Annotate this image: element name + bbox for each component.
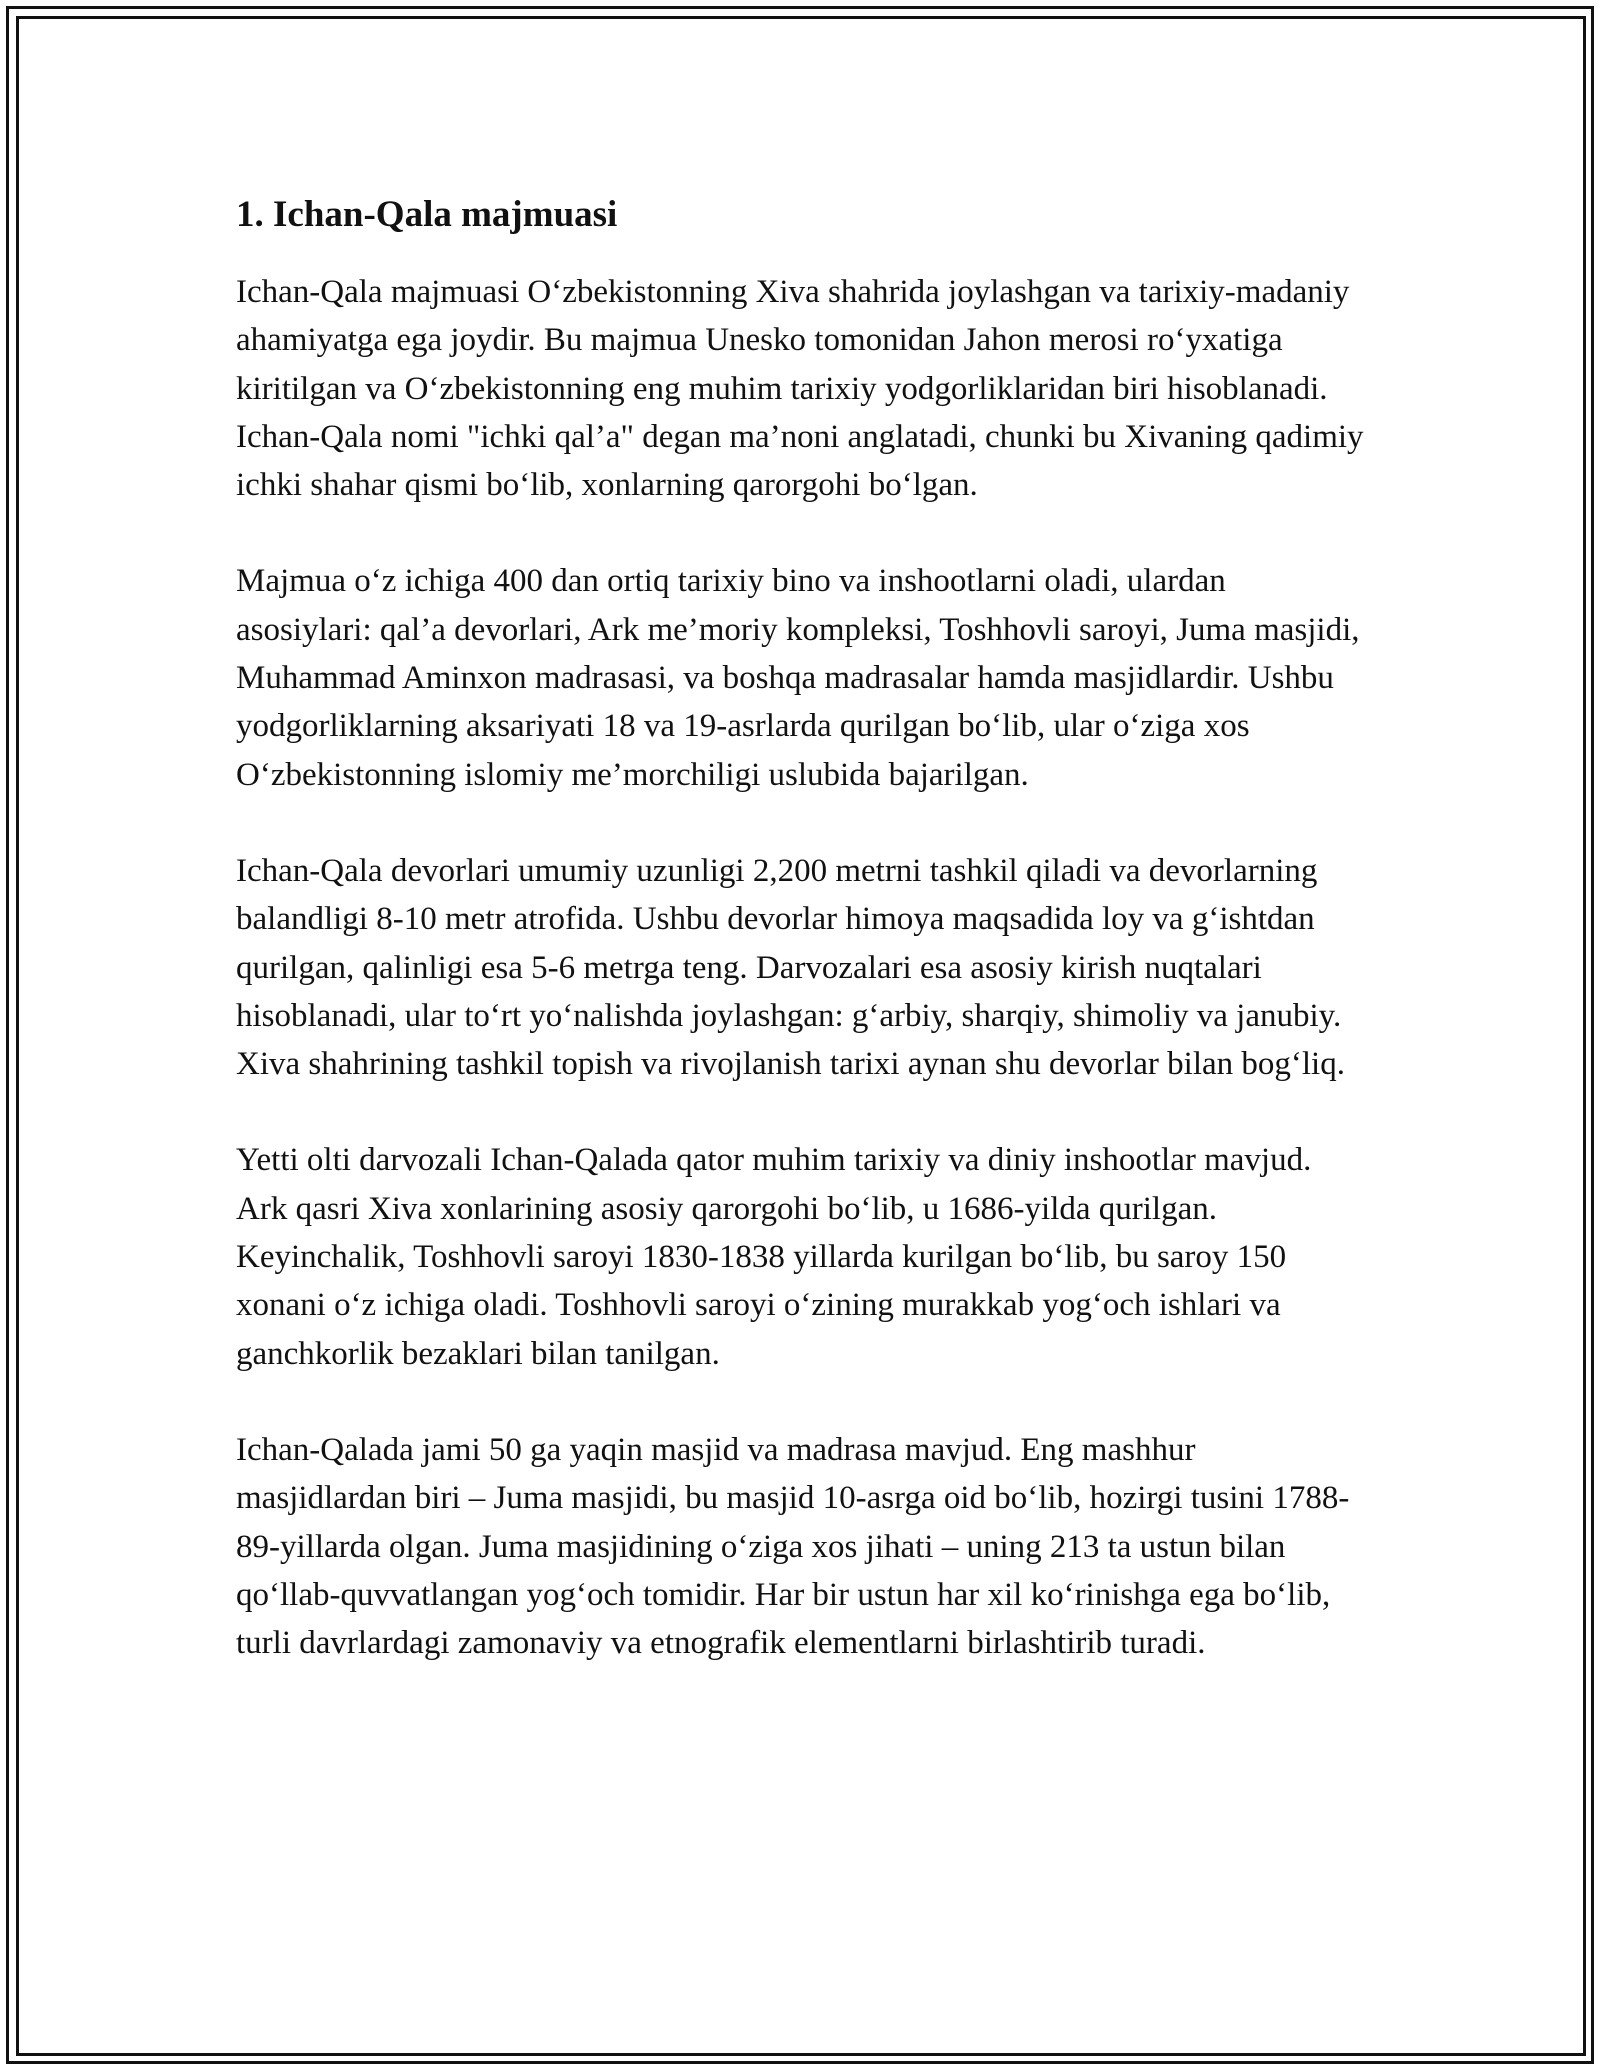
paragraph-monuments: Majmua o‘z ichiga 400 dan ortiq tarixiy bino va inshootlarni oladi, ulardan asosiylari: qal’a devorlari, Ark me’moriy kompleksi, Toshhovli saroyi, Juma masjidi, Muhammad Aminxon madrasasi, va boshqa madrasalar hamda masjidlardir. Ushbu yodgorliklarning aksariyati 18 va 19-asrlarda qurilgan bo‘lib, ular o‘ziga xos O‘zbekistonning islomiy me’morchiligi uslubida bajarilgan.: [236, 563, 1360, 793]
section-heading: 1. Ichan-Qala majmuasi: [236, 194, 618, 235]
paragraph-palaces: Yetti olti darvozali Ichan-Qalada qator muhim tarixiy va diniy inshootlar mavjud. Ark qasri Xiva xonlarining asosiy qarorgohi bo‘lib, u 1686-yilda qurilgan. Keyinchalik, Toshhovli saroyi 1830-1838 yillarda kurilgan bo‘lib, bu saroy 150 xonani o‘z ichiga oladi. Toshhovli saroyi o‘zining murakkab yog‘och ishlari va ganchkorlik bezaklari bilan tanilgan.: [236, 1142, 1312, 1372]
paragraph-intro: Ichan-Qala majmuasi O‘zbekistonning Xiva shahrida joylashgan va tarixiy-madaniy ahamiyatga ega joydir. Bu majmua Unesko tomonidan Jahon merosi ro‘yxatiga kiritilgan va O‘zbekistonning eng muhim tarixiy yodgorliklaridan biri hisoblanadi. Ichan-Qala nomi "ichki qal’a" degan ma’noni anglatadi, chunki bu Xivaning qadimiy ichki shahar qismi bo‘lib, xonlarning qarorgohi bo‘lgan.: [236, 274, 1364, 504]
document-body: [236, 186, 1366, 1715]
paragraph-mosques: Ichan-Qalada jami 50 ga yaqin masjid va madrasa mavjud. Eng mashhur masjidlardan biri – Juma masjidi, bu masjid 10-asrga oid bo‘lib, hozirgi tusini 1788-89-yillarda olgan. Juma masjidining o‘ziga xos jihati – uning 213 ta ustun bilan qo‘llab-quvvatlangan yog‘och tomidir. Har bir ustun har xil ko‘rinishga ega bo‘lib, turli davrlardagi zamonaviy va etnografik elementlarni birlashtirib turadi.: [236, 1431, 1350, 1662]
paragraph-walls: Ichan-Qala devorlari umumiy uzunligi 2,200 metrni tashkil qiladi va devorlarning balandligi 8-10 metr atrofida. Ushbu devorlar himoya maqsadida loy va g‘ishtdan qurilgan, qalinligi esa 5-6 metrga teng. Darvozalari esa asosiy kirish nuqtalari hisoblanadi, ular to‘rt yo‘nalishda joylashgan: g‘arbiy, sharqiy, shimoliy va janubiy. Xiva shahrining tashkil topish va rivojlanish tarixi aynan shu devorlar bilan bog‘liq.: [236, 852, 1345, 1083]
